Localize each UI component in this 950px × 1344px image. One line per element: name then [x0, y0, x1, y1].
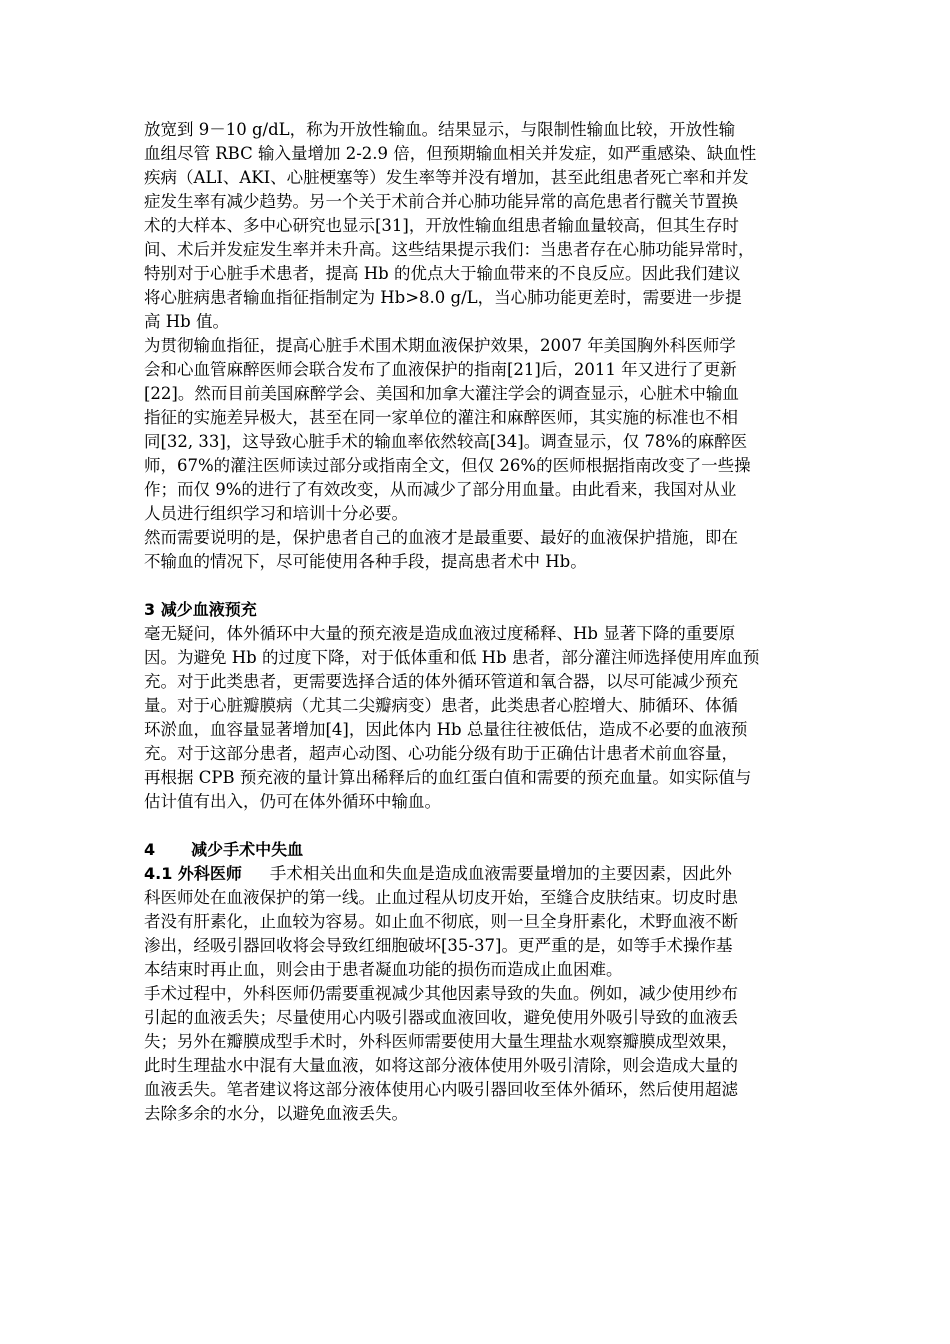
text-line: 估计值有出入，仍可在体外循环中输血。 [144, 792, 441, 811]
text-line: 去除多余的水分，以避免血液丢失。 [144, 1104, 408, 1123]
paragraph-own-blood [144, 526, 816, 574]
text-line: 将心脏病患者输血指征指制定为 Hb>8.0 g/L，当心肺功能更差时，需要进一步提 [144, 288, 742, 307]
text-line: 会和心血管麻醉医师会联合发布了血液保护的指南[21]后，2011 年又进行了更新 [144, 360, 737, 379]
text-line: 充。对于这部分患者，超声心动图、心功能分级有助于正确估计患者术前血容量， [144, 744, 738, 763]
paragraph-gap [144, 814, 816, 838]
text-line: 师，67%的灌注医师读过部分或指南全文，但仅 26%的医师根据指南改变了一些操 [144, 456, 751, 475]
text-line: 量。对于心脏瓣膜病（尤其二尖瓣病变）患者，此类患者心腔增大、肺循环、体循 [144, 696, 738, 715]
section-4-number: 4 [144, 840, 156, 859]
text-line: 放宽到 9－10 g/dL，称为开放性输血。结果显示，与限制性输血比较，开放性输 [144, 120, 736, 139]
paragraph-priming [144, 622, 816, 814]
text-line: 再根据 CPB 预充液的量计算出稀释后的血红蛋白值和需要的预充血量。如实际值与 [144, 768, 752, 787]
text-line: 症发生率有减少趋势。另一个关于术前合并心肺功能异常的高危患者行髋关节置换 [144, 192, 738, 211]
text-line: 血液丢失。笔者建议将这部分液体使用心内吸引器回收至体外循环，然后使用超滤 [144, 1080, 738, 1099]
text-line: 者没有肝素化，止血较为容易。如止血不彻底，则一旦全身肝素化，术野血液不断 [144, 912, 738, 931]
subsection-4-1-first-line: 手术相关出血和失血是造成血液需要量增加的主要因素，因此外 [269, 864, 732, 883]
text-line: [22]。然而目前美国麻醉学会、美国和加拿大灌注学会的调查显示，心脏术中输血 [144, 384, 739, 403]
text-line: 因。为避免 Hb 的过度下降，对于低体重和低 Hb 患者，部分灌注师选择使用库血预 [144, 648, 760, 667]
text-line: 失；另外在瓣膜成型手术时，外科医师需要使用大量生理盐水观察瓣膜成型效果， [144, 1032, 738, 1051]
text-line: 为贯彻输血指征，提高心脏手术围术期血液保护效果，2007 年美国胸外科医师学 [144, 336, 736, 355]
section-3-heading: 3 减少血液预充 [144, 600, 257, 619]
section-4-heading [144, 838, 816, 862]
section-4-title: 减少手术中失血 [191, 840, 304, 859]
paragraph-open-transfusion [144, 118, 816, 334]
text-line [144, 862, 816, 886]
subsection-4-1-heading: 4.1 外科医师 [144, 864, 242, 883]
text-line: 作；而仅 9%的进行了有效改变，从而减少了部分用血量。由此看来，我国对从业 [144, 480, 737, 499]
text-line: 环淤血，血容量显著增加[4]，因此体内 Hb 总量往往被低估，造成不必要的血液预 [144, 720, 748, 739]
text-line: 指征的实施差异极大，甚至在同一家单位的灌注和麻醉医师，其实施的标准也不相 [144, 408, 738, 427]
text-line: 本结束时再止血，则会由于患者凝血功能的损伤而造成止血困难。 [144, 960, 623, 979]
text-line: 术的大样本、多中心研究也显示[31]，开放性输血组患者输血量较高，但其生存时 [144, 216, 739, 235]
text-line: 人员进行组织学习和培训十分必要。 [144, 504, 408, 523]
document-page [144, 118, 816, 1126]
text-line: 引起的血液丢失；尽量使用心内吸引器或血液回收，避免使用外吸引导致的血液丢 [144, 1008, 738, 1027]
text-line: 手术过程中，外科医师仍需要重视减少其他因素导致的失血。例如，减少使用纱布 [144, 984, 738, 1003]
text-line: 同[32, 33]，这导致心脏手术的输血率依然较高[34]。调查显示，仅 78%的麻醉医 [144, 432, 748, 451]
text-line: 血组尽管 RBC 输入量增加 2-2.9 倍，但预期输血相关并发症，如严重感染、缺血性 [144, 144, 757, 163]
text-line: 充。对于此类患者，更需要选择合适的体外循环管道和氧合器，以尽可能减少预充 [144, 672, 738, 691]
text-line: 此时生理盐水中混有大量血液，如将这部分液体使用外吸引清除，则会造成大量的 [144, 1056, 738, 1075]
paragraph-surgeon [144, 862, 816, 982]
text-line: 科医师处在血液保护的第一线。止血过程从切皮开始，至缝合皮肤结束。切皮时患 [144, 888, 738, 907]
paragraph-gap [144, 574, 816, 598]
text-line: 不输血的情况下，尽可能使用各种手段，提高患者术中 Hb。 [144, 552, 587, 571]
text-line: 渗出，经吸引器回收将会导致红细胞破坏[35-37]。更严重的是，如等手术操作基 [144, 936, 733, 955]
text-line: 然而需要说明的是，保护患者自己的血液才是最重要、最好的血液保护措施，即在 [144, 528, 738, 547]
text-line: 特别对于心脏手术患者，提高 Hb 的优点大于输血带来的不良反应。因此我们建议 [144, 264, 741, 283]
text-line: 疾病（ALI、AKI、心脏梗塞等）发生率等并没有增加，甚至此组患者死亡率和并发 [144, 168, 749, 187]
text-line: 毫无疑问，体外循环中大量的预充液是造成血液过度稀释、Hb 显著下降的重要原 [144, 624, 736, 643]
text-line: 间、术后并发症发生率并未升高。这些结果提示我们：当患者存在心肺功能异常时， [144, 240, 755, 259]
paragraph-other-blood-loss [144, 982, 816, 1126]
paragraph-guidelines [144, 334, 816, 526]
text-line: 高 Hb 值。 [144, 312, 229, 331]
